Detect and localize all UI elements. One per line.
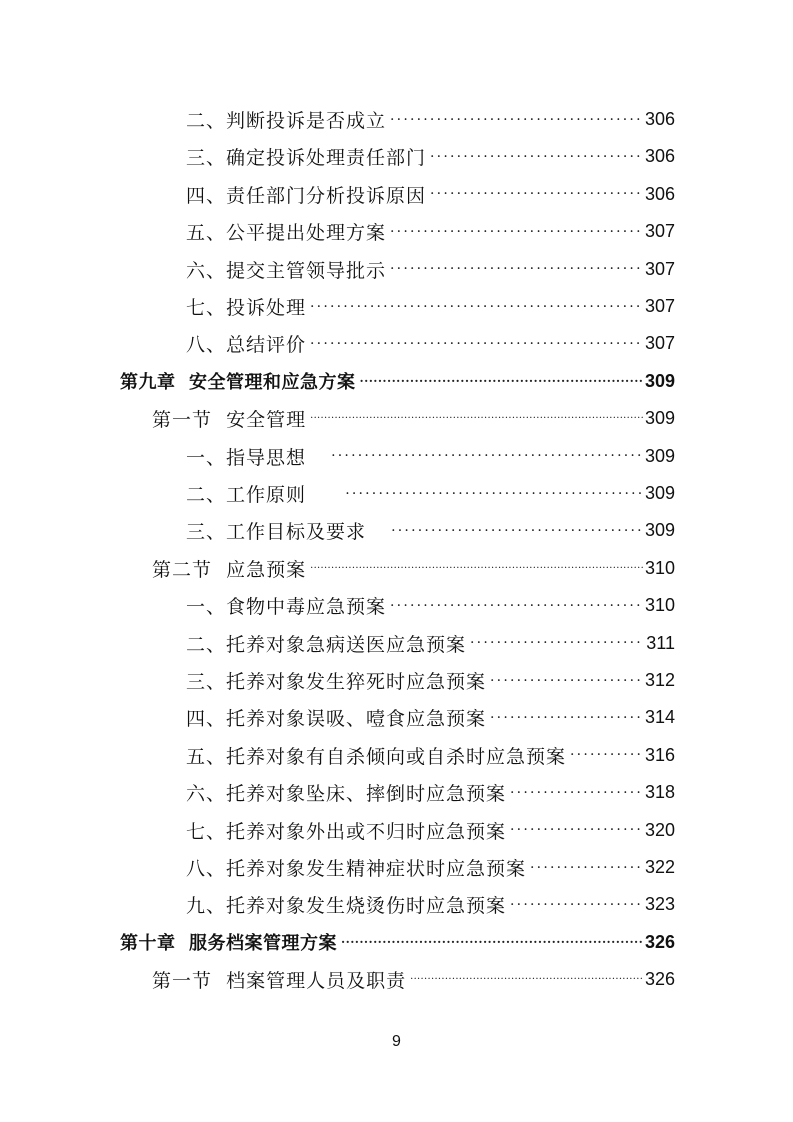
toc-chapter-entry[interactable] bbox=[120, 363, 675, 400]
toc-entry-label: 二、工作原则 bbox=[186, 484, 342, 506]
toc-item-entry[interactable] bbox=[186, 101, 675, 138]
toc-entry-label: 第一节 档案管理人员及职责 bbox=[152, 970, 407, 993]
toc-entry-label: 九、托养对象发生烧烫伤时应急预案 bbox=[186, 895, 507, 918]
toc-entry-label: 一、食物中毒应急预案 bbox=[186, 596, 387, 619]
toc-entry-page: 309 bbox=[644, 408, 675, 429]
toc-item-entry[interactable] bbox=[186, 812, 675, 849]
toc-entry-page: 309 bbox=[644, 370, 675, 391]
toc-entry-page: 307 bbox=[644, 221, 675, 242]
toc-entry-page: 311 bbox=[646, 632, 675, 653]
toc-entry-page: 309 bbox=[644, 483, 675, 503]
toc-leader-dots bbox=[390, 598, 643, 614]
toc-entry-page: 310 bbox=[644, 557, 675, 578]
toc-item-entry[interactable] bbox=[186, 849, 675, 886]
toc-entry-label: 二、托养对象急病送医应急预案 bbox=[186, 633, 467, 656]
toc-entry-page: 310 bbox=[644, 595, 675, 616]
toc-entry-label: 二、判断投诉是否成立 bbox=[186, 110, 387, 132]
toc-section-entry[interactable] bbox=[152, 961, 675, 998]
toc-entry-label: 一、指导思想 bbox=[186, 446, 328, 469]
toc-leader-dots bbox=[345, 486, 643, 502]
toc-entry-page: 306 bbox=[644, 109, 675, 129]
toc-entry-page: 320 bbox=[644, 819, 675, 840]
toc-entry-page: 309 bbox=[644, 445, 675, 466]
toc-entry-page: 312 bbox=[644, 670, 675, 690]
toc-leader-dots bbox=[341, 935, 643, 949]
toc-entry-label: 第十章 服务档案管理方案 bbox=[120, 933, 338, 955]
toc-section-entry[interactable] bbox=[152, 400, 675, 437]
toc-leader-dots bbox=[510, 785, 643, 801]
toc-entry-label: 第二节 应急预案 bbox=[152, 558, 307, 581]
toc-entry-label: 四、责任部门分析投诉原因 bbox=[186, 184, 427, 207]
toc-entry-label: 七、托养对象外出或不归时应急预案 bbox=[186, 820, 507, 843]
toc-leader-dots bbox=[331, 448, 643, 464]
toc-entry-page: 307 bbox=[644, 296, 675, 316]
toc-entry-label: 八、托养对象发生精神症状时应急预案 bbox=[186, 858, 527, 880]
page-number: 9 bbox=[392, 1033, 401, 1050]
toc-leader-dots bbox=[310, 413, 643, 424]
toc-entry-label: 第一节 安全管理 bbox=[152, 409, 307, 432]
toc-item-entry[interactable] bbox=[186, 325, 675, 362]
toc-leader-dots bbox=[390, 261, 643, 277]
toc-entry-label: 四、托养对象误吸、噎食应急预案 bbox=[186, 708, 487, 731]
toc-leader-dots bbox=[570, 747, 643, 763]
toc-item-entry[interactable] bbox=[186, 587, 675, 624]
toc-leader-dots bbox=[510, 822, 643, 838]
toc-entry-label: 五、公平提出处理方案 bbox=[186, 222, 387, 245]
toc-entry-label: 八、总结评价 bbox=[186, 334, 307, 357]
toc-leader-dots bbox=[360, 374, 643, 388]
toc-item-entry[interactable] bbox=[186, 737, 675, 774]
toc-entry-label: 五、托养对象有自杀倾向或自杀时应急预案 bbox=[186, 745, 567, 768]
toc-item-entry[interactable] bbox=[186, 662, 675, 699]
toc-leader-dots bbox=[310, 563, 643, 574]
toc-leader-dots bbox=[410, 974, 643, 985]
toc-leader-dots bbox=[391, 523, 643, 539]
toc-chapter-entry[interactable] bbox=[120, 924, 675, 961]
toc-entry-page: 318 bbox=[644, 782, 675, 803]
toc-item-entry[interactable] bbox=[186, 438, 675, 475]
toc-entry-page: 316 bbox=[644, 744, 675, 765]
toc-item-entry[interactable] bbox=[186, 699, 675, 736]
toc-leader-dots bbox=[490, 673, 643, 689]
toc-leader-dots bbox=[530, 860, 643, 876]
toc-leader-dots bbox=[430, 186, 643, 202]
toc-entry-page: 306 bbox=[644, 146, 675, 167]
toc-entry-page: 314 bbox=[644, 707, 675, 728]
toc-item-entry[interactable] bbox=[186, 512, 675, 549]
toc-entry-page: 322 bbox=[644, 857, 675, 877]
toc-entry-label: 六、提交主管领导批示 bbox=[186, 259, 387, 282]
toc-entry-label: 三、确定投诉处理责任部门 bbox=[186, 147, 427, 170]
toc-entry-page: 326 bbox=[644, 969, 675, 990]
toc-item-entry[interactable] bbox=[186, 288, 675, 325]
toc-leader-dots bbox=[310, 299, 643, 315]
toc-item-entry[interactable] bbox=[186, 176, 675, 213]
toc-item-entry[interactable] bbox=[186, 774, 675, 811]
toc-entry-label: 三、托养对象发生猝死时应急预案 bbox=[186, 671, 487, 693]
toc-leader-dots bbox=[470, 635, 644, 651]
toc-entry-label: 七、投诉处理 bbox=[186, 297, 307, 319]
toc-item-entry[interactable] bbox=[186, 886, 675, 923]
toc-entry-label: 六、托养对象坠床、摔倒时应急预案 bbox=[186, 783, 507, 806]
toc-entry-page: 307 bbox=[644, 333, 675, 354]
toc-leader-dots bbox=[510, 897, 643, 913]
toc-leader-dots bbox=[490, 710, 643, 726]
toc-entry-page: 306 bbox=[644, 183, 675, 204]
toc-item-entry[interactable] bbox=[186, 475, 675, 512]
toc-leader-dots bbox=[390, 224, 643, 240]
toc-item-entry[interactable] bbox=[186, 625, 675, 662]
toc-entry-page: 323 bbox=[644, 894, 675, 915]
toc-section-entry[interactable] bbox=[152, 550, 675, 587]
toc-entry-page: 307 bbox=[644, 258, 675, 279]
toc-entry-page: 309 bbox=[644, 520, 675, 541]
toc-leader-dots bbox=[430, 149, 643, 165]
toc-leader-dots bbox=[310, 336, 643, 352]
toc-entry-label: 第九章 安全管理和应急方案 bbox=[120, 372, 356, 394]
toc-leader-dots bbox=[390, 112, 643, 128]
toc-entry-page: 326 bbox=[644, 931, 675, 952]
toc-entry-label: 三、工作目标及要求 bbox=[186, 521, 388, 544]
toc-item-entry[interactable] bbox=[186, 138, 675, 175]
toc-item-entry[interactable] bbox=[186, 213, 675, 250]
toc-item-entry[interactable] bbox=[186, 251, 675, 288]
